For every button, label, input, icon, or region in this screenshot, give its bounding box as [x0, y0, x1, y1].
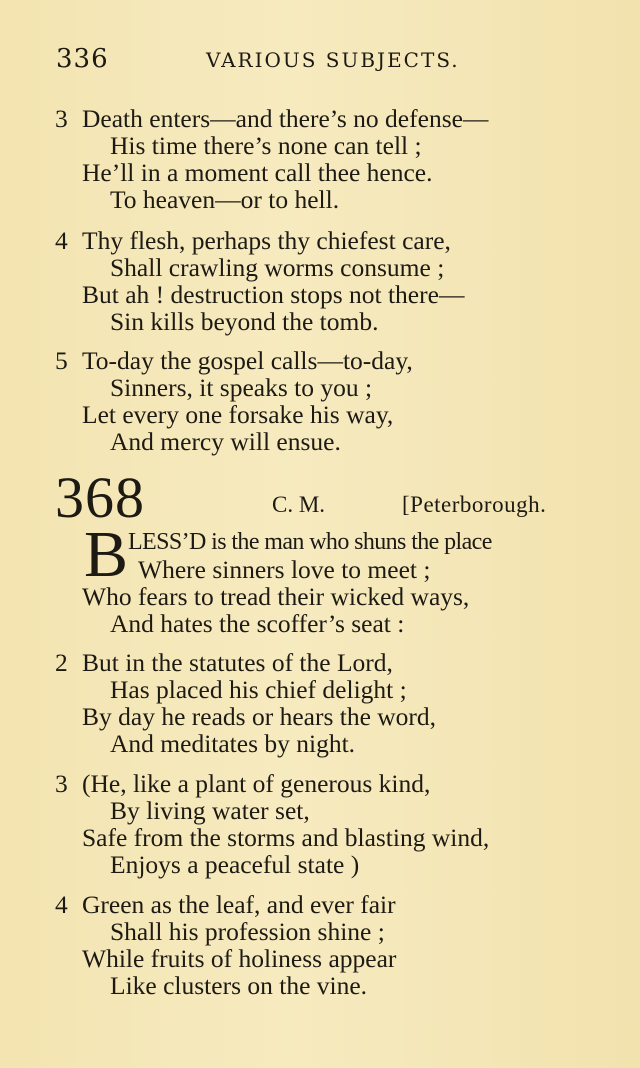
verse-number: 4: [55, 226, 68, 255]
verse-line: Safe from the storms and blasting wind,: [82, 823, 490, 852]
running-title: VARIOUS SUBJECTS.: [206, 48, 460, 72]
hymn-number: 368: [55, 465, 145, 530]
verse-line: And mercy will ensue.: [110, 427, 341, 456]
verse-line: While fruits of holiness appear: [82, 944, 397, 973]
verse-line: Shall his profession shine ;: [110, 917, 385, 946]
verse-line: Death enters—and there’s no defense—: [82, 104, 489, 133]
tune-name: [Peterborough.: [402, 492, 547, 517]
verse-line: Like clusters on the vine.: [110, 971, 368, 1000]
verse-line: And hates the scoffer’s seat :: [110, 609, 405, 638]
verse-line: By living water set,: [110, 796, 310, 825]
verse-line: And meditates by night.: [110, 729, 356, 758]
verse-line: Thy flesh, perhaps thy chiefest care,: [82, 226, 451, 255]
verse-number: 5: [55, 346, 68, 375]
verse-line: By day he reads or hears the word,: [82, 702, 437, 731]
verse-line: Has placed his chief delight ;: [110, 675, 407, 704]
verse-line: LESS’D is the man who shuns the place: [128, 529, 492, 555]
page-number: 336: [56, 44, 109, 74]
verse-line: Let every one forsake his way,: [82, 400, 394, 429]
verse-line: But ah ! destruction stops not there—: [82, 280, 465, 309]
verse-line: But in the statutes of the Lord,: [82, 648, 393, 677]
verse-line: His time there’s none can tell ;: [110, 131, 422, 160]
verse-line: Who fears to tread their wicked ways,: [82, 582, 470, 611]
verse-line: (He, like a plant of generous kind,: [82, 769, 431, 798]
verse-line: Green as the leaf, and ever fair: [82, 890, 396, 919]
verse-line: He’ll in a moment call thee hence.: [82, 158, 433, 187]
verse-line: Enjoys a peaceful state ): [110, 850, 360, 879]
page-header: [56, 44, 610, 78]
verse-line: Shall crawling worms consume ;: [110, 253, 445, 282]
verse-line: To-day the gospel calls—to-day,: [82, 346, 413, 375]
verse-line: Where sinners love to meet ;: [138, 555, 431, 584]
verse-line: Sin kills beyond the tomb.: [110, 307, 379, 336]
verse-number: 3: [55, 104, 68, 133]
drop-cap: B: [84, 518, 129, 591]
verse-line: Sinners, it speaks to you ;: [110, 373, 373, 402]
verse-number: 4: [55, 890, 68, 919]
verse-line: To heaven—or to hell.: [110, 185, 340, 214]
hymn-meter: C. M.: [272, 492, 326, 517]
verse-number: 3: [55, 769, 68, 798]
verse-number: 2: [55, 648, 68, 677]
